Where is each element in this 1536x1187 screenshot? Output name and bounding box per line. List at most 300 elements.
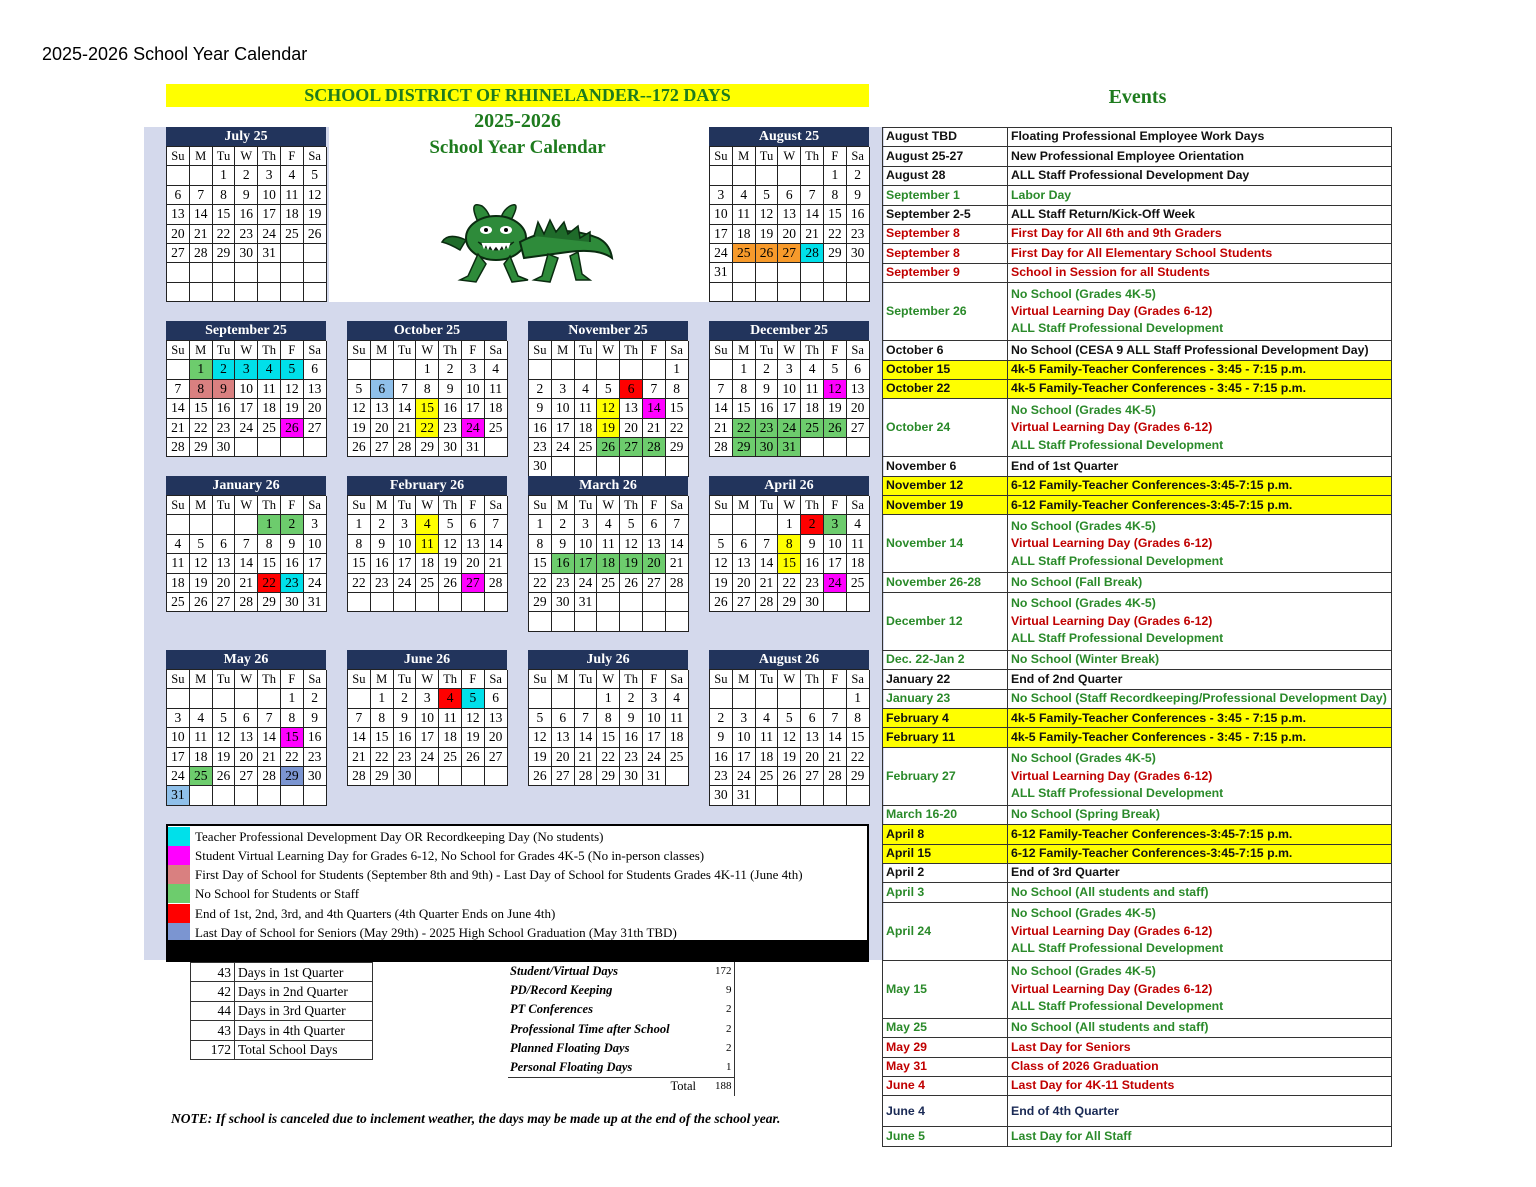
month-grid xyxy=(166,495,326,612)
day-cell: 12 xyxy=(778,728,801,747)
day-cell: 25 xyxy=(167,593,190,612)
weekday-label: Sa xyxy=(304,341,327,360)
day-cell: 25 xyxy=(756,767,779,786)
weekday-label: Su xyxy=(348,670,371,689)
quarter-days-count: 43 xyxy=(191,963,235,982)
day-cell: 7 xyxy=(348,709,371,728)
day-cell: 24 xyxy=(462,419,485,438)
day-cell: 22 xyxy=(597,748,620,767)
weekday-label: Tu xyxy=(575,496,598,515)
day-cell: 24 xyxy=(733,767,756,786)
day-cell: 6 xyxy=(371,380,394,399)
empty-day-cell xyxy=(348,689,371,708)
empty-day-cell xyxy=(801,263,824,282)
day-cell: 6 xyxy=(235,709,258,728)
event-date: May 25 xyxy=(883,1018,1008,1037)
empty-day-cell xyxy=(439,593,462,612)
day-cell: 24 xyxy=(778,419,801,438)
weekday-label: M xyxy=(190,670,213,689)
legend-text: Teacher Professional Development Day OR Recordkeeping Day (No students) xyxy=(195,828,604,844)
month-apr26 xyxy=(709,476,869,612)
day-cell: 20 xyxy=(643,554,666,573)
event-line: 6-12 Family-Teacher Conferences-3:45-7:15 p.m. xyxy=(1011,846,1293,861)
day-cell: 22 xyxy=(666,419,689,438)
day-cell: 22 xyxy=(190,419,213,438)
day-cell: 30 xyxy=(529,457,552,476)
day-cell: 17 xyxy=(235,399,258,418)
weekday-label: Su xyxy=(167,147,190,166)
day-cell: 5 xyxy=(462,689,485,708)
day-cell: 12 xyxy=(710,554,733,573)
day-cell: 14 xyxy=(167,399,190,418)
event-description xyxy=(1008,1057,1392,1076)
breakdown-count: 2 xyxy=(698,1000,734,1019)
event-line: ALL Staff Professional Development xyxy=(1011,786,1224,801)
day-cell: 22 xyxy=(258,574,281,593)
weekday-label: F xyxy=(824,147,847,166)
event-description xyxy=(1008,360,1392,379)
day-cell: 28 xyxy=(666,574,689,593)
day-cell: 27 xyxy=(620,438,643,457)
day-cell: 27 xyxy=(733,593,756,612)
day-cell: 11 xyxy=(439,709,462,728)
empty-day-cell xyxy=(643,612,666,631)
event-row xyxy=(883,883,1392,902)
day-cell: 11 xyxy=(167,554,190,573)
day-cell: 28 xyxy=(756,593,779,612)
day-cell: 1 xyxy=(213,166,236,185)
empty-day-cell xyxy=(213,283,236,302)
day-cell: 5 xyxy=(778,709,801,728)
day-cell: 30 xyxy=(394,767,417,786)
empty-day-cell xyxy=(529,689,552,708)
day-cell: 16 xyxy=(281,554,304,573)
event-row xyxy=(883,399,1392,457)
day-cell: 25 xyxy=(281,225,304,244)
day-cell: 12 xyxy=(281,380,304,399)
day-cell: 23 xyxy=(710,767,733,786)
event-description xyxy=(1008,224,1392,243)
day-cell: 6 xyxy=(304,360,327,379)
event-description xyxy=(1008,825,1392,844)
day-cell: 12 xyxy=(462,709,485,728)
event-line: Virtual Learning Day (Grades 6-12) xyxy=(1011,303,1213,318)
day-cell: 7 xyxy=(485,515,508,534)
event-description xyxy=(1008,205,1392,224)
day-cell: 31 xyxy=(167,786,190,805)
empty-day-cell xyxy=(190,689,213,708)
empty-day-cell xyxy=(462,593,485,612)
breakdown-count: 2 xyxy=(698,1020,734,1039)
empty-day-cell xyxy=(847,263,870,282)
weekday-label: Th xyxy=(258,147,281,166)
empty-day-cell xyxy=(847,593,870,612)
table-row xyxy=(191,1040,373,1059)
event-line: No School (All students and staff) xyxy=(1011,1020,1209,1035)
empty-day-cell xyxy=(666,457,689,476)
month-dec25 xyxy=(709,321,869,457)
event-date: May 15 xyxy=(883,960,1008,1018)
day-cell: 9 xyxy=(394,709,417,728)
day-cell: 2 xyxy=(213,360,236,379)
event-line: ALL Staff Professional Development xyxy=(1011,553,1224,568)
weekday-label: F xyxy=(462,341,485,360)
legend-text: Last Day of School for Seniors (May 29th) - 2025 High School Graduation (May 31th TBD) xyxy=(195,924,677,940)
event-row xyxy=(883,379,1392,398)
day-cell: 9 xyxy=(213,380,236,399)
day-cell: 11 xyxy=(597,535,620,554)
legend-text: First Day of School for Students (September 8th and 9th) - Last Day of School for Students Grades 4K-11 (June 4th) xyxy=(195,866,803,882)
event-line: No School (Winter Break) xyxy=(1011,652,1160,667)
weekday-label: Su xyxy=(710,496,733,515)
quarter-days-label: Days in 3rd Quarter xyxy=(235,1001,373,1020)
day-cell: 13 xyxy=(552,728,575,747)
day-cell: 10 xyxy=(416,709,439,728)
day-cell: 18 xyxy=(847,554,870,573)
event-row xyxy=(883,476,1392,495)
empty-day-cell xyxy=(710,166,733,185)
day-cell: 22 xyxy=(371,748,394,767)
month-aug25 xyxy=(709,127,869,302)
table-row xyxy=(508,981,734,1000)
day-cell: 13 xyxy=(167,205,190,224)
event-row xyxy=(883,341,1392,360)
empty-day-cell xyxy=(235,515,258,534)
day-cell: 2 xyxy=(552,515,575,534)
empty-day-cell xyxy=(824,438,847,457)
event-description xyxy=(1008,515,1392,573)
day-cell: 20 xyxy=(213,574,236,593)
empty-day-cell xyxy=(778,166,801,185)
day-cell: 18 xyxy=(167,574,190,593)
event-date: February 4 xyxy=(883,709,1008,728)
day-cell: 21 xyxy=(258,748,281,767)
day-cell: 8 xyxy=(213,186,236,205)
empty-day-cell xyxy=(575,457,598,476)
day-cell: 18 xyxy=(281,205,304,224)
month-header: April 26 xyxy=(709,476,869,495)
weekday-label: Su xyxy=(348,496,371,515)
weekday-label: M xyxy=(733,147,756,166)
day-cell: 16 xyxy=(552,554,575,573)
day-cell: 25 xyxy=(847,574,870,593)
day-cell: 8 xyxy=(416,380,439,399)
month-header: November 25 xyxy=(528,321,688,340)
day-cell: 25 xyxy=(801,419,824,438)
event-date: June 4 xyxy=(883,1096,1008,1127)
day-cell: 17 xyxy=(710,225,733,244)
weekday-label: Sa xyxy=(666,496,689,515)
event-date: April 15 xyxy=(883,844,1008,863)
weekday-label: Th xyxy=(439,496,462,515)
day-cell: 22 xyxy=(824,225,847,244)
day-cell: 14 xyxy=(756,554,779,573)
day-cell: 25 xyxy=(416,574,439,593)
event-line: 6-12 Family-Teacher Conferences-3:45-7:15 p.m. xyxy=(1011,497,1293,512)
month-header: February 26 xyxy=(347,476,507,495)
day-cell: 24 xyxy=(824,574,847,593)
event-description xyxy=(1008,844,1392,863)
day-cell: 5 xyxy=(529,709,552,728)
day-cell: 1 xyxy=(258,515,281,534)
empty-day-cell xyxy=(597,457,620,476)
empty-day-cell xyxy=(348,593,371,612)
table-row xyxy=(508,1000,734,1019)
empty-day-cell xyxy=(348,360,371,379)
day-cell: 30 xyxy=(847,244,870,263)
day-cell: 26 xyxy=(824,419,847,438)
event-date: Dec. 22-Jan 2 xyxy=(883,650,1008,669)
day-cell: 27 xyxy=(235,767,258,786)
empty-day-cell xyxy=(710,283,733,302)
day-cell: 21 xyxy=(756,574,779,593)
day-cell: 27 xyxy=(485,748,508,767)
day-cell: 13 xyxy=(778,205,801,224)
day-cell: 6 xyxy=(462,515,485,534)
day-cell: 14 xyxy=(824,728,847,747)
day-cell: 29 xyxy=(778,593,801,612)
empty-day-cell xyxy=(394,360,417,379)
day-cell: 14 xyxy=(235,554,258,573)
weekday-label: F xyxy=(824,670,847,689)
quarter-days-count: 44 xyxy=(191,1001,235,1020)
day-cell: 21 xyxy=(666,554,689,573)
day-cell: 12 xyxy=(439,535,462,554)
day-cell: 6 xyxy=(485,689,508,708)
weekday-label: F xyxy=(281,147,304,166)
day-cell: 15 xyxy=(348,554,371,573)
empty-day-cell xyxy=(281,263,304,282)
day-cell: 2 xyxy=(371,515,394,534)
day-cell: 7 xyxy=(710,380,733,399)
empty-day-cell xyxy=(167,166,190,185)
breakdown-total-label: Total xyxy=(508,1077,698,1096)
event-row xyxy=(883,263,1392,282)
weekday-label: Tu xyxy=(394,670,417,689)
day-cell: 9 xyxy=(710,728,733,747)
day-cell: 19 xyxy=(597,419,620,438)
day-cell: 19 xyxy=(620,554,643,573)
event-date: August 28 xyxy=(883,166,1008,185)
month-aug26 xyxy=(709,650,869,806)
empty-day-cell xyxy=(552,612,575,631)
day-cell: 21 xyxy=(801,225,824,244)
event-row xyxy=(883,224,1392,243)
weekday-label: Th xyxy=(258,670,281,689)
event-row xyxy=(883,496,1392,515)
day-cell: 27 xyxy=(167,244,190,263)
event-line: No School (Staff Recordkeeping/Professional Development Day) xyxy=(1011,691,1387,706)
day-cell: 31 xyxy=(778,438,801,457)
event-date: February 27 xyxy=(883,747,1008,805)
event-row xyxy=(883,128,1392,147)
day-cell: 25 xyxy=(666,748,689,767)
empty-day-cell xyxy=(213,689,236,708)
weekday-label: F xyxy=(462,670,485,689)
empty-day-cell xyxy=(190,263,213,282)
weekday-label: Sa xyxy=(847,341,870,360)
day-cell: 16 xyxy=(801,554,824,573)
empty-day-cell xyxy=(824,263,847,282)
day-cell: 30 xyxy=(213,438,236,457)
event-date: November 19 xyxy=(883,496,1008,515)
empty-day-cell xyxy=(643,593,666,612)
day-cell: 28 xyxy=(258,767,281,786)
event-line: Virtual Learning Day (Grades 6-12) xyxy=(1011,923,1213,938)
breakdown-count: 1 xyxy=(698,1058,734,1077)
month-sep25 xyxy=(166,321,326,457)
event-row xyxy=(883,825,1392,844)
day-cell: 8 xyxy=(190,380,213,399)
day-cell: 2 xyxy=(847,166,870,185)
day-cell: 28 xyxy=(394,438,417,457)
month-grid xyxy=(709,669,869,806)
day-cell: 22 xyxy=(778,574,801,593)
event-description xyxy=(1008,883,1392,902)
empty-day-cell xyxy=(213,515,236,534)
day-cell: 20 xyxy=(235,748,258,767)
empty-day-cell xyxy=(529,612,552,631)
day-cell: 2 xyxy=(620,689,643,708)
weekday-label: W xyxy=(597,496,620,515)
day-cell: 28 xyxy=(485,574,508,593)
month-grid xyxy=(347,340,507,457)
day-cell: 20 xyxy=(620,419,643,438)
day-cell: 27 xyxy=(778,244,801,263)
event-line: No School (Grades 4K-5) xyxy=(1011,596,1156,611)
day-cell: 15 xyxy=(597,728,620,747)
event-description xyxy=(1008,863,1392,882)
day-cell: 2 xyxy=(304,689,327,708)
weekday-label: Tu xyxy=(213,670,236,689)
weekday-label: Su xyxy=(710,670,733,689)
day-cell: 8 xyxy=(348,535,371,554)
day-cell: 3 xyxy=(258,166,281,185)
event-description xyxy=(1008,128,1392,147)
table-row xyxy=(508,1058,734,1077)
school-year: 2025-2026 xyxy=(474,110,561,132)
day-cell: 12 xyxy=(304,186,327,205)
day-cell: 12 xyxy=(824,380,847,399)
day-cell: 21 xyxy=(575,748,598,767)
weekday-label: W xyxy=(235,496,258,515)
day-cell: 13 xyxy=(485,709,508,728)
day-cell: 15 xyxy=(281,728,304,747)
day-cell: 13 xyxy=(643,535,666,554)
event-row xyxy=(883,186,1392,205)
empty-day-cell xyxy=(167,689,190,708)
event-description xyxy=(1008,650,1392,669)
month-header: March 26 xyxy=(528,476,688,495)
day-cell: 20 xyxy=(733,574,756,593)
day-cell: 20 xyxy=(801,748,824,767)
day-cell: 25 xyxy=(575,438,598,457)
weekday-label: M xyxy=(733,496,756,515)
event-line: Class of 2026 Graduation xyxy=(1011,1059,1159,1074)
day-cell: 1 xyxy=(733,360,756,379)
month-grid xyxy=(166,146,326,302)
day-cell: 24 xyxy=(235,419,258,438)
event-date: September 2-5 xyxy=(883,205,1008,224)
month-jan26 xyxy=(166,476,326,612)
event-row xyxy=(883,573,1392,592)
day-cell: 1 xyxy=(778,515,801,534)
day-cell: 23 xyxy=(801,574,824,593)
day-cell: 19 xyxy=(529,748,552,767)
day-cell: 26 xyxy=(439,574,462,593)
day-cell: 27 xyxy=(847,419,870,438)
event-date: January 22 xyxy=(883,670,1008,689)
day-cell: 18 xyxy=(801,399,824,418)
empty-day-cell xyxy=(620,360,643,379)
empty-day-cell xyxy=(235,689,258,708)
day-cell: 10 xyxy=(258,186,281,205)
breakdown-count: 172 xyxy=(698,962,734,981)
weekday-label: Tu xyxy=(756,341,779,360)
empty-day-cell xyxy=(281,244,304,263)
day-cell: 9 xyxy=(371,535,394,554)
day-cell: 22 xyxy=(348,574,371,593)
event-line: Last Day for 4K-11 Students xyxy=(1011,1078,1175,1093)
empty-day-cell xyxy=(801,438,824,457)
day-cell: 14 xyxy=(643,399,666,418)
event-row xyxy=(883,728,1392,747)
weekday-label: F xyxy=(281,341,304,360)
event-date: October 15 xyxy=(883,360,1008,379)
day-cell: 19 xyxy=(439,554,462,573)
day-cell: 14 xyxy=(710,399,733,418)
event-row xyxy=(883,1096,1392,1127)
event-date: October 24 xyxy=(883,399,1008,457)
empty-day-cell xyxy=(190,283,213,302)
empty-day-cell xyxy=(190,166,213,185)
day-cell: 11 xyxy=(485,380,508,399)
weekday-label: Th xyxy=(801,341,824,360)
event-line: End of 3rd Quarter xyxy=(1011,865,1120,880)
weekday-label: W xyxy=(778,670,801,689)
day-cell: 18 xyxy=(756,748,779,767)
legend-item xyxy=(168,846,704,865)
day-cell: 17 xyxy=(575,554,598,573)
day-cell: 26 xyxy=(620,574,643,593)
weekday-label: W xyxy=(597,341,620,360)
day-cell: 23 xyxy=(281,574,304,593)
event-date: September 8 xyxy=(883,224,1008,243)
day-cell: 4 xyxy=(847,515,870,534)
event-date: September 1 xyxy=(883,186,1008,205)
day-cell: 4 xyxy=(167,535,190,554)
empty-day-cell xyxy=(371,360,394,379)
day-cell: 21 xyxy=(643,419,666,438)
quarter-days-label: Days in 2nd Quarter xyxy=(235,982,373,1001)
month-header: August 25 xyxy=(709,127,869,146)
legend-swatch xyxy=(168,846,190,865)
empty-day-cell xyxy=(371,593,394,612)
day-cell: 30 xyxy=(801,593,824,612)
day-cell: 14 xyxy=(485,535,508,554)
day-cell: 24 xyxy=(394,574,417,593)
event-line: Virtual Learning Day (Grades 6-12) xyxy=(1011,420,1213,435)
weekday-label: Tu xyxy=(213,496,236,515)
day-cell: 23 xyxy=(394,748,417,767)
month-header: October 25 xyxy=(347,321,507,340)
day-cell: 23 xyxy=(552,574,575,593)
empty-day-cell xyxy=(213,786,236,805)
month-header: September 25 xyxy=(166,321,326,340)
empty-day-cell xyxy=(733,263,756,282)
event-row xyxy=(883,747,1392,805)
day-cell: 10 xyxy=(167,728,190,747)
